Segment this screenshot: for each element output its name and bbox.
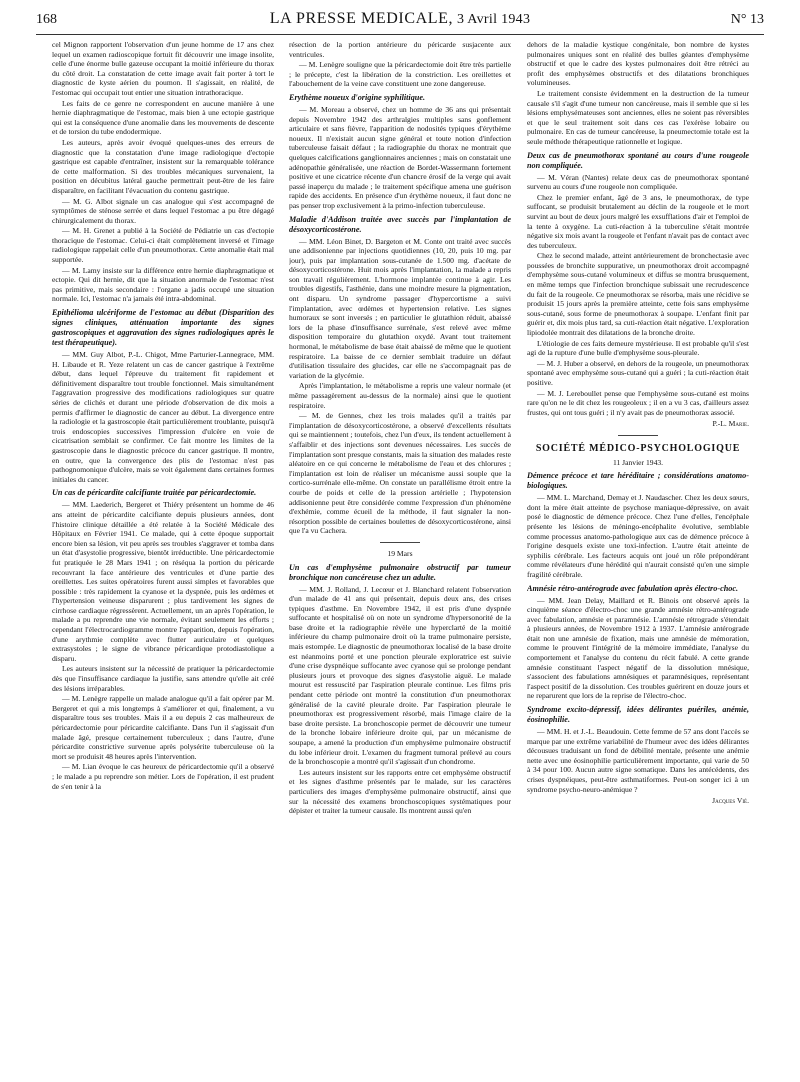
- journal-title: LA PRESSE MEDICALE,: [269, 10, 454, 27]
- paragraph: — MM. Guy Albot, P.-L. Chigot, Mme Parturier-Lannegrace, MM. H. Libaude et R. Yeze relatent un cas de cancer gastrique à l'extrême début, dans lequel l'épreuve du traitement fit rapidement et définitivement disparaître tout trouble fonctionnel. Mais simultanément l'aggravation progressive des modifications radiologiques sur quatre séries de clichés et durant une période d'observation de dix mois a permis d'affirmer le diagnostic de cancer au début. La divergence entre la radiologie et la gastroscopie était particulièrement troublante, puisqu'à trois endoscopies successives l'impression d'ulcère en voie de cicatrisation semblait se confirmer. Ce fait montre les limites de la gastroscopie dans le diagnostic précoce du cancer gastrique. Il montre, en outre, que la convergence des plis de l'estomac n'est pas pathognomonique d'ulcère, mais se voit également dans certaines formes initiales du cancer.: [52, 350, 274, 484]
- paragraph: — M. Lenègre rappelle un malade analogue qu'il a fait opérer par M. Bergeret et qui a mis longtemps à s'améliorer et qui, finalement, a vu disparaître tous ses troubles. Mais il a eu depuis 2 cas malheureux de péricardectomie pour péricardite calcifiante. Dans l'un il s'agissait d'un malade âgé, presque certainement tuberculeux ; dans l'autre, d'une péricardite constrictive survenue après polysérite tuberculeuse où la mort se produisit 48 heures après l'intervention.: [52, 694, 274, 761]
- paragraph: — M. Lenègre souligne que la péricardectomie doit être très partielle ; le précepte, c'est la libération de la constriction. Les oreillettes et l'abouchement de la veine cave constituent une zone dangereuse.: [289, 60, 511, 89]
- section-heading: Maladie d'Addison traitée avec succès par l'implantation de désoxycorticostérone.: [289, 214, 511, 234]
- paragraph: Le traitement consiste évidemment en la destruction de la tumeur causale s'il s'agit d'une tumeur non cancéreuse, mais il semble que si les lésions emphysémateuses sont anciennes, elles ne soient pas réversibles et que le seul traitement soit dans ces cas l'exérèse lobaire ou pulmonaire. En cas de tumeur cancéreuse, la pneumectomie totale est la seule méthode thérapeutique rationnelle et logique.: [527, 88, 749, 146]
- paragraph: Après l'implantation, le métabolisme a repris une valeur normale (et même passagèrement au-dessus de la normale) ainsi que le quotient respiratoire.: [289, 381, 511, 410]
- section-heading: Amnésie rétro-antérograde avec fabulation après électro-choc.: [527, 583, 739, 593]
- section-heading: Un cas d'emphysème pulmonaire obstructif par tumeur bronchique non cancéreuse chez un adulte.: [289, 562, 511, 582]
- paragraph: L'étiologie de ces faits demeure mystérieuse. Il est probable qu'il s'est agi de la rupture d'une bulle d'emphysème sous-pleurale.: [527, 338, 749, 358]
- paragraph: — MM. Laederich, Bergeret et Thiéry présentent un homme de 46 ans atteint de péricardite calcifiante depuis plusieurs années, dont l'histoire clinique détaillée a été relatée à la Société Médicale des Hôpitaux en Février 1941. Ce malade, qui à cette époque supportait encore bien sa lésion, vit peu après ses troubles s'aggraver et tomba dans un état d'asystolie progressive, bientôt irréductible. Une péricardectomie fut pratiquée le 28 Mars 1941 ; on réséqua la portion du péricarde recouvrant la face antérieure des ventricules et d'une partie des oreillettes. Les suites opératoires furent aussi simples et favorables que possible : très rapidement la cyanose et la dyspnée, puis les œdèmes et l'hypertension veineuse disparurent ; plus tardivement les signes de cirrhose cardiaque régressèrent. Actuellement, un an après l'opération, le malade a pu reprendre une vie normale, évitant seulement les efforts ; cependant l'électrocardiogramme montre l'apparition, depuis l'opération, d'une arythmie complète avec flutter auriculaire et quelques extrasystoles ; le signe de vibrance péricardique protodiastolique a disparu.: [52, 500, 274, 663]
- section-heading: Un cas de péricardite calcifiante traitée par péricardectomie.: [52, 488, 257, 498]
- paragraph: dehors de la maladie kystique congénitale, bon nombre de kystes pulmonaires uniques sont en réalité des bulles géantes d'emphysème obstructif et que le cadre des kystes pulmonaires doit être rétréci au profit des emphysèmes obstructifs et des dilatations bronchiques volumineuses.: [527, 40, 749, 88]
- column-2: [289, 40, 511, 1076]
- paragraph: — M. Moreau a observé, chez un homme de 36 ans qui présentait depuis Novembre 1942 des arthralgies multiples sans gonflement articulaire et sans fièvre, l'apparition de nodosités typiques d'érythème noueux. Il n'existait aucun signe général et toute notion d'infection tuberculeuse faisait défaut ; la radiographie du thorax ne montrait que quelques calcifications ganglionnaires anciennes ; mais on constatait une adénopathie généralisée, une réaction de Bordet-Wassermann fortement positive et une cicatrice récente d'un chancre érosif de la verge qui avait passé inaperçu du malade ; le traitement spécifique amena une guérison rapide des accidents. En présence d'un érythème noueux, il faut donc ne pas penser trop exclusivement à la primo-infection tuberculeuse.: [289, 104, 511, 210]
- paragraph: — MM. J. Rolland, J. Lecœur et J. Blanchard relatent l'observation d'un malade de 41 ans qui présentait, depuis deux ans, des crises typiques d'asthme. En Novembre 1942, il est pris d'une dyspnée suffocante et hospitalisé où on note un syndrome d'hypersonorité de la base droite et la radiographie révèle une hyperclarté de la moitié inférieure du champ pulmonaire droit où la trame pulmonaire persiste, mais estompée. Le diagnostic de pneumothorax localisé de la base droite est néanmoins porté et une ponction pleurale exploratrice est suivie d'une crise dyspnéique suffocante avec cyanose qui se prolonge pendant plusieurs jours et provoque des signes d'asystolie aiguë. Le malade mourut est ressuscité par l'aspiration pleurale continue. Les films pris pendant cette période ont montré la constitution d'un pneumothorax généralisé de la cavité pleurale droite. Par l'aspiration pleurale le pneumothorax est progressivement résorbé, mais l'image claire de la base droite persiste. La bronchoscopie permet de découvrir une tumeur de la bronche lobaire inférieure droite qui, par un mécanisme de soupape, a amené la production d'un emphysème pulmonaire obstructif du lobe inférieur droit. L'examen du fragment tumoral prélevé au cours de la bronchoscopie a montré qu'il s'agissait d'un chondrome.: [289, 584, 511, 767]
- paragraph: — MM. Léon Binet, D. Bargeton et M. Conte ont traité avec succès une addisonienne par injections quotidiennes (10, 20, puis 10 mg. par jour), puis par implantation sous-cutanée de 1.500 mg. d'acétate de désoxycorticostérone. Huit mois après l'implantation, la malade a repris son travail régulièrement. L'hormone implantée continue à agir. Les troubles digestifs, l'asthénie, dans une moindre mesure la pigmentation, ont disparu. Un syndrome passager d'hypercortisme a suivi l'implantation, avec œdèmes et hypertension relative. Les signes humoraux se sont inversés ; en particulier le glutathion réduit, abaissé lors de la phase d'insuffisance surrénale, s'est relevé avec même disposition temporaire du glutathion oxydé. Avant tout traitement hormonal, le métabolisme de base était abaissé de même que le quotient respiratoire. La baisse de ce dernier semblait traduire un défaut d'utilisation tissulaire des glucides, car elle ne s'accompagnait pas de variation de la glycémie.: [289, 236, 511, 380]
- section-heading: Syndrome excito-dépressif, idées délirantes puériles, anémie, éosinophilie.: [527, 705, 749, 725]
- column-1: [52, 40, 274, 1076]
- paragraph: — M. J. Huber a observé, en dehors de la rougeole, un pneumothorax spontané avec emphysème sous-cutané qui a guéri ; la cuti-réaction était positive.: [527, 358, 749, 387]
- paragraph: — M. J. Lereboullet pense que l'emphysème sous-cutané est moins rare qu'on ne le dit chez les rougeoleux ; il en a vu 3 cas, d'ailleurs assez frustes, qui ont tous guéri ; il n'y avait pas de pneumothorax associé.: [527, 388, 749, 417]
- paragraph: Les faits de ce genre ne correspondent en aucune manière à une hernie diaphragmatique de l'estomac, mais bien à une ectopie gastrique qui est la conséquence d'une anomalie dans les mouvements de descente et de torsion du tube endodermique.: [52, 98, 274, 137]
- paragraph: — M. Lamy insiste sur la différence entre hernie diaphragmatique et ectopie. Qui dit hernie, dit que la situation anormale de l'estomac n'est pas primitive, mais secondaire : l'organe a jadis occupé une situation normale. Ici, l'estomac n'a jamais été intra-abdominal.: [52, 265, 274, 304]
- paragraph: — M. Lian évoque le cas heureux de péricardectomie qu'il a observé ; le malade a pu reprendre son métier. Lors de l'opération, il est prudent de s'en tenir à la: [52, 762, 274, 791]
- paragraph: — MM. H. et J.-L. Beaudouin. Cette femme de 57 ans dont l'accès se marque par une extrême variabilité de l'humeur avec des idées délirantes décousues traduisant un fond de débilité mentale, présente une anémie nette avec une éosinophilie particulièrement importante, qui varie de 50 à 34 pour 100. Aucun autre signe somatique. Dans les antécédents, des crises dyspnéiques, peut-être asthmatiformes. Peut-on songer ici à un syndrome psycho-neuro-anémique ?: [527, 727, 749, 794]
- paragraph: cel Mignon rapportent l'observation d'un jeune homme de 17 ans chez lequel un examen radioscopique fortuit fit découvrir une image insolite, celle d'une énorme bulle gazeuse occupant la moitié inférieure du thorax du côté droit. La constatation de cette image avait fait porter à tort le diagnostic de kyste aérien du poumon. Il s'agissait, en réalité, de l'estomac qui occupait tout entier une situation intrathoracique.: [52, 40, 274, 97]
- divider: [618, 435, 658, 436]
- column-3: [527, 40, 749, 1076]
- header-rule: [36, 34, 764, 35]
- section-heading: Epithélioma ulcériforme de l'estomac au début (Disparition des signes cliniques, atténuation importante des signes gastroscopiques et aggravation des signes radiologiques après le test thérapeutique).: [52, 308, 274, 348]
- paragraph: — MM. L. Marchand, Demay et J. Naudascher. Chez les deux sœurs, dont la mère était atteinte de psychose maniaque-dépressive, on avait posé le diagnostic de démence précoce. Chez l'une d'elles, l'encéphale présente les lésions de méningo-encéphalite évolutive, semblable comme processus anatomo-pathologique aux cas de démence précoce à l'origine desquels existe une toxi-infection. L'autre était atteinte de syphilis cérébrale. Les facteurs acquis ont joué un rôle prépondérant comme révélateurs d'une hérédité qui n'aurait consisté qu'en une simple fragilité cérébrale.: [527, 493, 749, 579]
- page-number: 168: [36, 12, 57, 27]
- session-date: 11 Janvier 1943.: [612, 457, 664, 467]
- journal-title-line: [96, 10, 704, 28]
- author-signature: P.-L. Marie.: [712, 419, 749, 429]
- section-heading: Démence précoce et tare héréditaire ; considérations anatomo-biologiques.: [527, 471, 749, 491]
- society-heading: SOCIÉTÉ MÉDICO-PSYCHOLOGIQUE: [535, 442, 741, 454]
- paragraph: — M. de Gennes, chez les trois malades qu'il a traités par l'implantation de désoxycorticostérone, a observé d'excellents résultats qui se maintiennent ; toutefois, chez l'un d'eux, ils tendent actuellement à s'affaiblir et des injections sont devenues nécessaires. Les succès de l'implantation sont presque constants, mais la situation des malades reste aléatoire en ce qui concerne le métabolisme de l'eau et des chlorures ; l'implantation est loin de réaliser un mécanisme aussi souple que la cortico-surrénale elle-même. On constate un parallélisme étroit entre la courbe de poids et celle de la pression artérielle ; l'hypotension addisonienne peut être considérée comme l'expression d'un phénomène d'exhémie, comme écueil de la méthode, il faut signaler la non-résorption possible de certaines boulettes de désoxycorticostérone, ainsi que l'a vu Cachera.: [289, 411, 511, 536]
- paragraph: résection de la portion antérieure du péricarde susjacente aux ventricules.: [289, 40, 511, 59]
- section-heading: Deux cas de pneumothorax spontané au cours d'une rougeole non compliquée.: [527, 150, 749, 170]
- issue-date: 3 Avril 1943: [456, 12, 531, 27]
- page-header: [36, 10, 764, 32]
- paragraph: Chez le premier enfant, âgé de 3 ans, le pneumothorax, de type suffocant, se produisit brutalement au déclin de la rougeole et le mort survint au bout de deux jours malgré les exsufflations d'air et l'emploi de la tente à oxygène. La cuti-réaction à la tuberculine s'était montrée négative six mois avant la rougeole et l'enfant n'avait pas de contact avec des tuberculeux.: [527, 192, 749, 250]
- author-signature: Jacques Vié.: [712, 796, 749, 806]
- paragraph: Chez le second malade, atteint antérieurement de bronchectasie avec poussées de bronchite suppurative, un pneumothorax droit accompagné d'emphysème sous-cutané volumineux et diffus se montra brusquement, en même temps que l'infection bronchique subissait une recrudescence du fait de la rougeole. Ce pneumothorax se résorba, mais une récidive se produisit 15 jours après la première atteinte, cette fois sans emphysème sous-cutané, sous forme de pneumothorax à soupape. L'enfant finit par guérir et, dix mois plus tard, sa cuti-réaction était négative. L'exploration lipiodolée montrait des dilatations de la bronche droite.: [527, 251, 749, 338]
- section-heading: Erythème noueux d'origine syphilitique.: [289, 92, 426, 102]
- paragraph: — M. H. Grenet a publié à la Société de Pédiatrie un cas d'ectopie thoracique de l'estomac. Celui-ci était complètement inversé et l'image radiologique rappelait celle d'un pneumothorax. Cette anomalie était mal supportée.: [52, 226, 274, 265]
- issue-number: N° 13: [730, 12, 764, 27]
- divider: [380, 542, 420, 543]
- paragraph: Les auteurs insistent sur les rapports entre cet emphysème obstructif et les signes d'asthme présentés par le malade, sur les caractères particuliers des images d'emphysème pulmonaire obstructif, ainsi que sur la nécessité des examens bronchoscopiques systématiques pour dépister et traiter la tumeur causale. Ils montrent aussi qu'en: [289, 767, 511, 816]
- session-date: 19 Mars: [387, 548, 413, 558]
- paragraph: — MM. Jean Delay, Maillard et R. Binois ont observé après la cinquième séance d'électro-choc une grande amnésie rétro-antérograde avec fabulation, amnésie et paramnésie. L'amnésie rétrograde s'étendait à plusieurs années, de Novembre 1912 à 1937. L'amnésie antérograde était non une amnésie de fixation, mais une amnésie de mémoration, comme le prouvent l'intégrité de la mémoire immédiate, l'analyse du comportement et l'analyse du contenu du récit fabulé. A cette grande amnésie constituant l'aspect négatif de la dissolution mnésique, s'associent des fabulations amnésiques et paramnésiques, représentant l'aspect positif de la dissolution. Ces troubles guérirent en douze jours et ne reparurent que lors de la reprise de l'électro-choc.: [527, 595, 749, 701]
- paragraph: Les auteurs insistent sur la nécessité de pratiquer la péricardectomie dès que l'insuffisance cardiaque la justifie, sans attendre qu'elle ait créé des lésions irréparables.: [52, 664, 274, 693]
- paragraph: Les auteurs, après avoir évoqué quelques-unes des erreurs de diagnostic que la constatation d'une image radiologique d'ectopie gastrique est capable d'entraîner, insistent sur la remarquable tolérance de cette malformation. Si des troubles mécaniques survenaient, la position en décubitus latéral gauche permettrait peut-être de les faire disparaître, en facilitant l'évacuation du contenu gastrique.: [52, 137, 274, 195]
- paragraph: — M. Véran (Nantes) relate deux cas de pneumothorax spontané survenu au cours d'une rougeole non compliquée.: [527, 172, 749, 192]
- paragraph: — M. G. Albot signale un cas analogue qui s'est accompagné de symptômes de sténose serrée et dans lequel l'estomac a pu être dégagé chirurgicalement du thorax.: [52, 196, 274, 225]
